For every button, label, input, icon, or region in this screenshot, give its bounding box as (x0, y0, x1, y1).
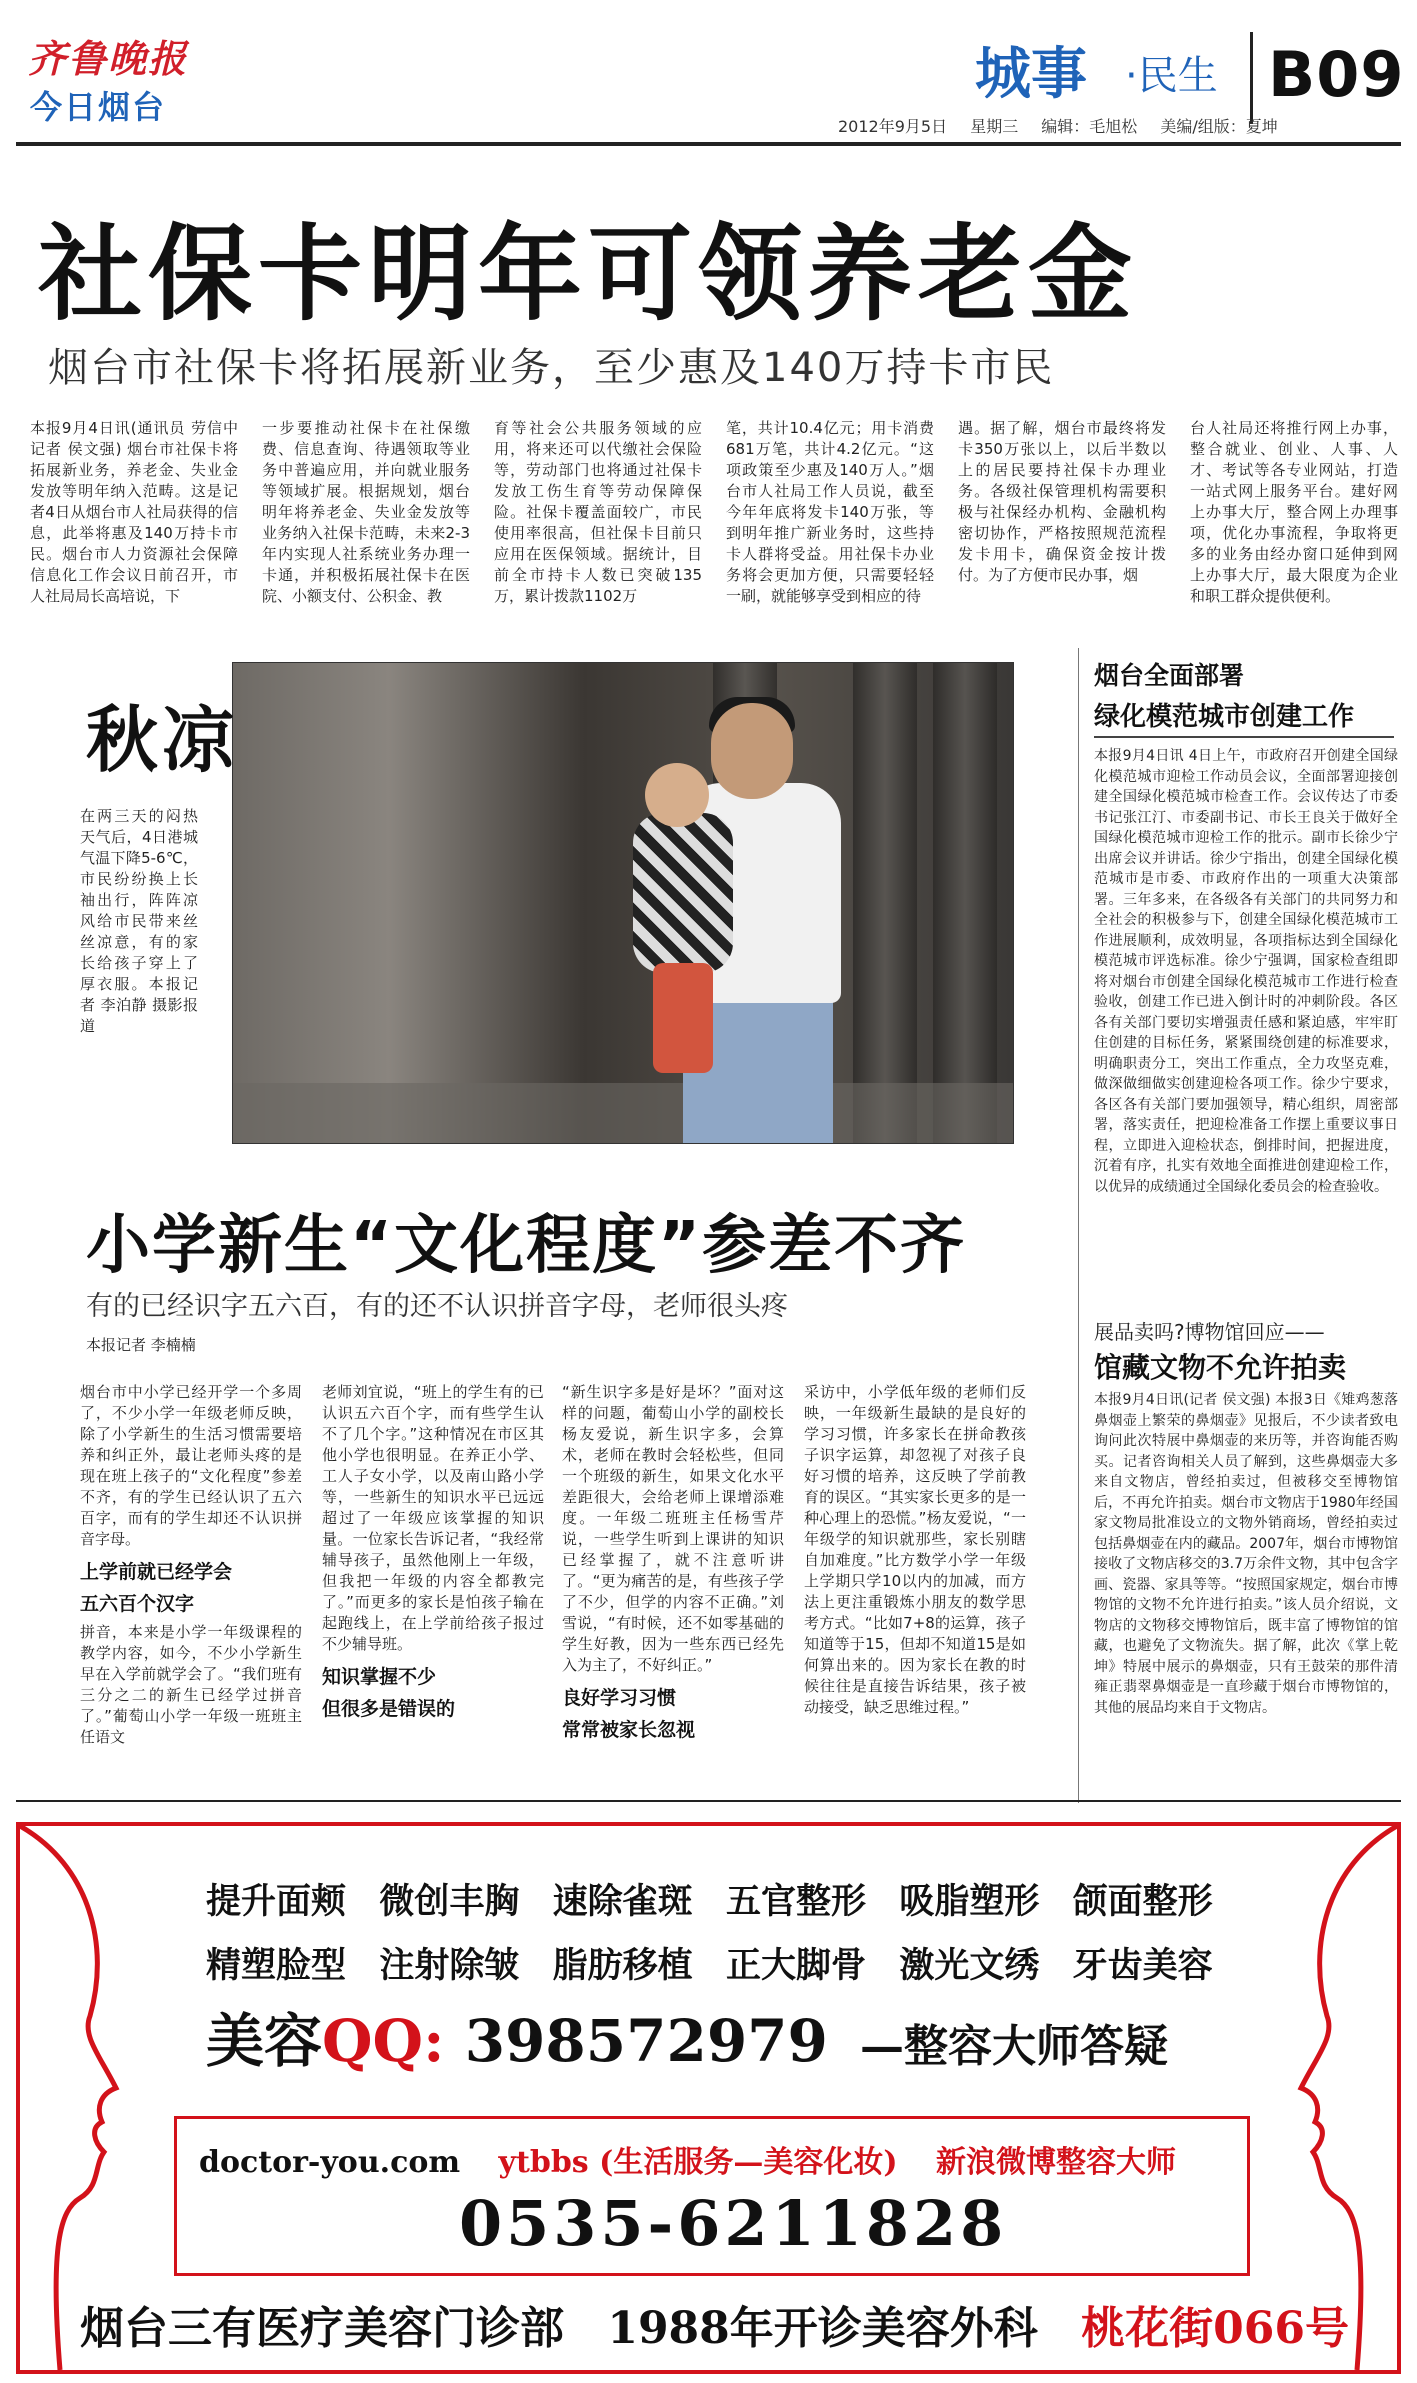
section-title: 城事 (975, 42, 1087, 107)
header-rule (16, 142, 1401, 146)
clinic-address: 桃花街066号 (1081, 2303, 1349, 2354)
clinic-advertisement (16, 1822, 1401, 2374)
clinic-name: 烟台三有医疗美容门诊部 (80, 2303, 564, 2354)
service-item: 激光文绣 (899, 1945, 1040, 1986)
news-photo (232, 662, 1014, 1144)
face-profile-right-icon (1287, 1826, 1397, 2370)
story2-byline: 本报记者 李楠楠 (86, 1336, 196, 1354)
service-item: 提升面颊 (206, 1881, 347, 1922)
service-list (206, 1874, 1246, 1988)
story2-col1-text: 烟台市中小学已经开学一个多周了，不少小学一年级老师反映，除了小学新生的生活习惯需要培养和纠正外，最让老师头疼的是现在班上孩子的“文化程度”参差不齐，有的学生已经认识了五六百字，而有的学生却还不认识拼音字母。 (80, 1383, 302, 1548)
lead-column-4: 笔，共计10.4亿元；用卡消费681万笔，共计4.2亿元。“这项政策至少惠及140万人。”烟台市人社局工作人员说，截至今年年底将发卡140万张，等到明年推广新业务时，这些持卡人群将受益。用社保卡办业务将会更加方便，只需要轻轻一刷，就能够享受到相应的待 (726, 419, 934, 605)
weibo-link[interactable]: 新浪微博整容大师 (935, 2145, 1176, 2180)
online-contacts (199, 2137, 1204, 2181)
qq-label: QQ: (322, 2007, 445, 2075)
photo-caption: 在两三天的闷热天气后，4日港城气温下降5-6℃，市民纷纷换上长袖出行，阵阵凉风给市民带来丝丝凉意，有的家长给孩子穿上了厚衣服。本报记者 李泊静 摄影报道 (80, 807, 198, 1035)
page-number: B09 (1268, 38, 1405, 111)
advert-separator (16, 1800, 1401, 1802)
issue-date: 2012年9月5日 (838, 117, 948, 136)
service-item: 速除雀斑 (552, 1881, 693, 1922)
story2-col1b-text: 拼音，本来是小学一年级课程的教学内容，如今，不少小学新生早在入学前就学会了。“我们班有三分之二的新生已经学过拼音了。”葡萄山小学一年级一班班主任语文 (80, 1623, 302, 1746)
story2-col1-subhead-2: 五六百个汉字 (80, 1593, 195, 1615)
story2-col2-subhead-1: 知识掌握不少 (322, 1666, 437, 1688)
issue-meta (838, 114, 1296, 137)
story2-col3-subhead-1: 良好学习习惯 (562, 1687, 677, 1709)
edition-name: 今日烟台 (30, 88, 167, 126)
story2-column-2 (322, 1382, 544, 1782)
right-story2-body: 本报9月4日讯(记者 侯文强) 本报3日《雉鸡葱落鼻烟壶上繁荣的鼻烟壶》见报后，不少读者致电询问此次特展中鼻烟壶的来历等，并咨询能否购买。记者咨询相关人员了解到，这些鼻烟壶大多来自文物店，曾经拍卖过，但被移交至博物馆后，不再允许拍卖。烟台市文物店于1980年经国家文物局批准设立的文物外销商场，曾经拍卖过包括鼻烟壶在内的藏品。2007年，烟台市博物馆接收了文物店移交的3.7万余件文物，其中包含字画、瓷器、家具等等。“按照国家规定，烟台市博物馆的文物不允许进行拍卖。”该人员介绍说，文物店的文物移交博物馆后，既丰富了博物馆的馆藏，也避免了文物流失。据了解，此次《掌上乾坤》特展中展示的鼻烟壶，只有王鼓荣的那件清雍正翡翠鼻烟壶是一直珍藏于烟台市博物馆的，其他的展品均来自于文物店。 (1094, 1392, 1398, 1716)
lead-column-6: 台人社局还将推行网上办事，整合就业、创业、人事、人才、考试等各专业网站，打造一站式网上服务平台。建好网上办事大厅，整合网上办理事项，优化办事流程，争取将更多的业务由经办窗口延伸到网上办事大厅，最大限度为企业和职工群众提供便利。 (1190, 419, 1398, 605)
website-link[interactable]: doctor-you.com (199, 2145, 461, 2180)
right-story-kicker: 烟台全面部署 (1094, 661, 1245, 690)
story2-column-3 (562, 1382, 784, 1782)
service-item: 颌面整形 (1072, 1881, 1213, 1922)
service-item: 牙齿美容 (1072, 1945, 1213, 1986)
service-item: 正大脚骨 (725, 1945, 866, 1986)
lead-headline: 社保卡明年可领养老金 (38, 213, 1139, 335)
story2-col3-text: “新生识字多是好是坏？”面对这样的问题，葡萄山小学的副校长杨友爱说，新生识字多，会算术，老师在教时会轻松些，但同一个班级的新生，如果文化水平差距很大，会给老师上课增添难度。一年级二班班主任杨雪芹说，一些学生听到上课讲的知识已经掌握了，就不注意听讲了。“更为痛苦的是，有些孩子学了不少，但学的内容不正确。”刘雪说，“有时候，还不如零基础的学生好教，因为一些东西已经先入为主了，不好纠正。” (562, 1383, 784, 1674)
right-column-divider (1078, 648, 1079, 1803)
service-item: 微创丰胸 (379, 1881, 520, 1922)
header-divider (1250, 32, 1253, 124)
service-item: 注射除皱 (379, 1945, 520, 1986)
issue-design: 美编/组版：夏坤 (1160, 117, 1278, 136)
right-story-body: 本报9月4日讯 4日上午，市政府召开创建全国绿化模范城市迎检工作动员会议，全面部署迎接创建全国绿化模范城市检查工作。会议传达了市委书记张江汀、市委副书记、市长王良关于做好全国绿化模范城市迎检工作的批示。副市长徐少宁出席会议并讲话。徐少宁指出，创建全国绿化模范城市是市委、市政府作出的一项重大决策部署。三年多来，在各级各有关部门的共同努力和全社会的积极参与下，创建全国绿化模范城市工作进展顺利，成效明显，各项指标达到全国绿化模范城市评选标准。徐少宁强调，国家检查组即将对烟台市创建全国绿化模范城市工作进行检查验收，创建工作已进入倒计时的冲刺阶段。各区各有关部门要切实增强责任感和紧迫感，牢牢盯住创建的目标任务，紧紧围绕创建的标准要求，明确职责分工，突出工作重点，全力攻坚克难，做深做细做实创建迎检各项工作。徐少宁要求，各区各有关部门要加强领导，精心组织，周密部署，落实责任，把迎检准备工作摆上重要议事日程，立即进入迎检状态，倒排时间，把握进度，沉着有序，扎实有效地全面推进创建迎检工作，以优异的成绩通过全国绿化委员会的检查验收。 (1094, 748, 1398, 1195)
right-story-rule (1094, 736, 1394, 738)
story2-col2-text: 老师刘宜说，“班上的学生有的已认识五六百个字，而有些学生认不了几个字。”这种情况在市区其他小学也很明显。在养正小学、工人子女小学，以及南山路小学等，一些新生的知识水平已远远超过了一年级应该掌握的知识量。一位家长告诉记者，“我经常辅导孩子，虽然他刚上一年级，但我把一年级的内容全都教完了。”而更多的家长是怕孩子输在起跑线上，在上学前给孩子报过不少辅导班。 (322, 1383, 544, 1653)
face-profile-left-icon (20, 1826, 130, 2370)
newspaper-logo: 齐鲁晚报 (28, 36, 189, 81)
story2-col3-subhead-2: 常常被家长忽视 (562, 1719, 696, 1741)
clinic-since: 1988年开诊美容外科 (607, 2303, 1038, 2354)
contact-box (174, 2116, 1250, 2276)
right-story-headline: 绿化模范城市创建工作 (1094, 702, 1355, 732)
qq-contact (206, 1994, 828, 2078)
service-item: 精塑脸型 (206, 1945, 347, 1986)
service-item: 五官整形 (725, 1881, 866, 1922)
photo-title: 秋凉 (86, 698, 239, 782)
issue-editor: 编辑：毛旭松 (1041, 117, 1138, 136)
story2-column-1 (80, 1382, 302, 1782)
story2-subheadline: 有的已经识字五六百，有的还不认识拼音字母，老师很头疼 (86, 1291, 788, 1322)
lead-column-3: 育等社会公共服务领域的应用，将来还可以代缴社会保险等，劳动部门也将通过社保卡发放工伤生育等劳动保障保险。社保卡覆盖面较广，市民使用率很高，但社保卡目前只应用在医保领域。据统计，目前全市持卡人数已突破135万，累计拨款1102万 (494, 419, 702, 605)
service-item: 吸脂塑形 (899, 1881, 1040, 1922)
qq-tagline: —整容大师答疑 (860, 2021, 1168, 2072)
lead-column-2: 一步要推动社保卡在社保缴费、信息查询、待遇领取等业务中普遍应用，并向就业服务等领域扩展。根据规划，烟台明年将养老金、失业金发放等业务纳入社保卡范畴，未来2-3年内实现人社系统业务办理一卡通，并积极拓展社保卡在医院、小额支付、公积金、教 (262, 419, 470, 605)
right-story2-kicker: 展品卖吗?博物馆回应—— (1094, 1320, 1325, 1344)
story2-headline: 小学新生“文化程度”参差不齐 (86, 1209, 967, 1283)
qq-number: 398572979 (464, 2007, 828, 2075)
lead-column-1: 本报9月4日讯(通讯员 劳信中 记者 侯文强) 烟台市社保卡将拓展新业务，养老金、失业金发放等明年纳入范畴。这是记者4日从烟台市人社局获得的信息，此举将惠及140万持卡市民。烟台市人力资源社会保障信息化工作会议日前召开，市人社局局长高培说，下 (30, 419, 238, 605)
service-item: 脂肪移植 (552, 1945, 693, 1986)
forum-link[interactable]: ytbbs (生活服务—美容化妆) (498, 2145, 898, 2180)
story2-col1-subhead-1: 上学前就已经学会 (80, 1561, 233, 1583)
lead-subheadline: 烟台市社保卡将拓展新业务，至少惠及140万持卡市民 (48, 345, 1055, 391)
story2-column-4: 采访中，小学低年级的老师们反映，一年级新生最缺的是良好的学习习惯，许多家长在拼命教孩子识字运算，却忽视了对孩子良好习惯的培养，这反映了学前教育的误区。“其实家长更多的是一种心理上的恐慌。”杨友爱说，“一年级学的知识就那些，家长别瞎自加难度。”比方数学小学一年级上学期只学10以内的加减，而方法上更注重锻炼小朋友的数学思考方式。“比如7+8的运算，孩子知道等于15，但却不知道15是如何算出来的。因为家长在教的时候往往是直接告诉结果，孩子被动接受，缺乏思维过程。” (804, 1383, 1026, 1716)
lead-column-5: 遇。据了解，烟台市最终将发卡350万张以上，以后半数以上的居民要持社保卡办理业务。各级社保管理机构需要积极与社保经办机构、金融机构密切协作，严格按照规范流程发卡用卡，确保资金按计拨付。为了方便市民办事，烟 (958, 419, 1166, 584)
section-subtitle: ·民生 (1125, 53, 1218, 99)
story2-col2-subhead-2: 但很多是错误的 (322, 1698, 456, 1720)
clinic-footer (80, 2292, 1349, 2356)
qq-prefix: 美容 (206, 2007, 323, 2075)
right-story2-headline: 馆藏文物不允许拍卖 (1094, 1351, 1347, 1384)
masthead (0, 0, 1417, 145)
phone-number: 0535-6211828 (459, 2187, 1008, 2260)
issue-weekday: 星期三 (970, 117, 1019, 136)
